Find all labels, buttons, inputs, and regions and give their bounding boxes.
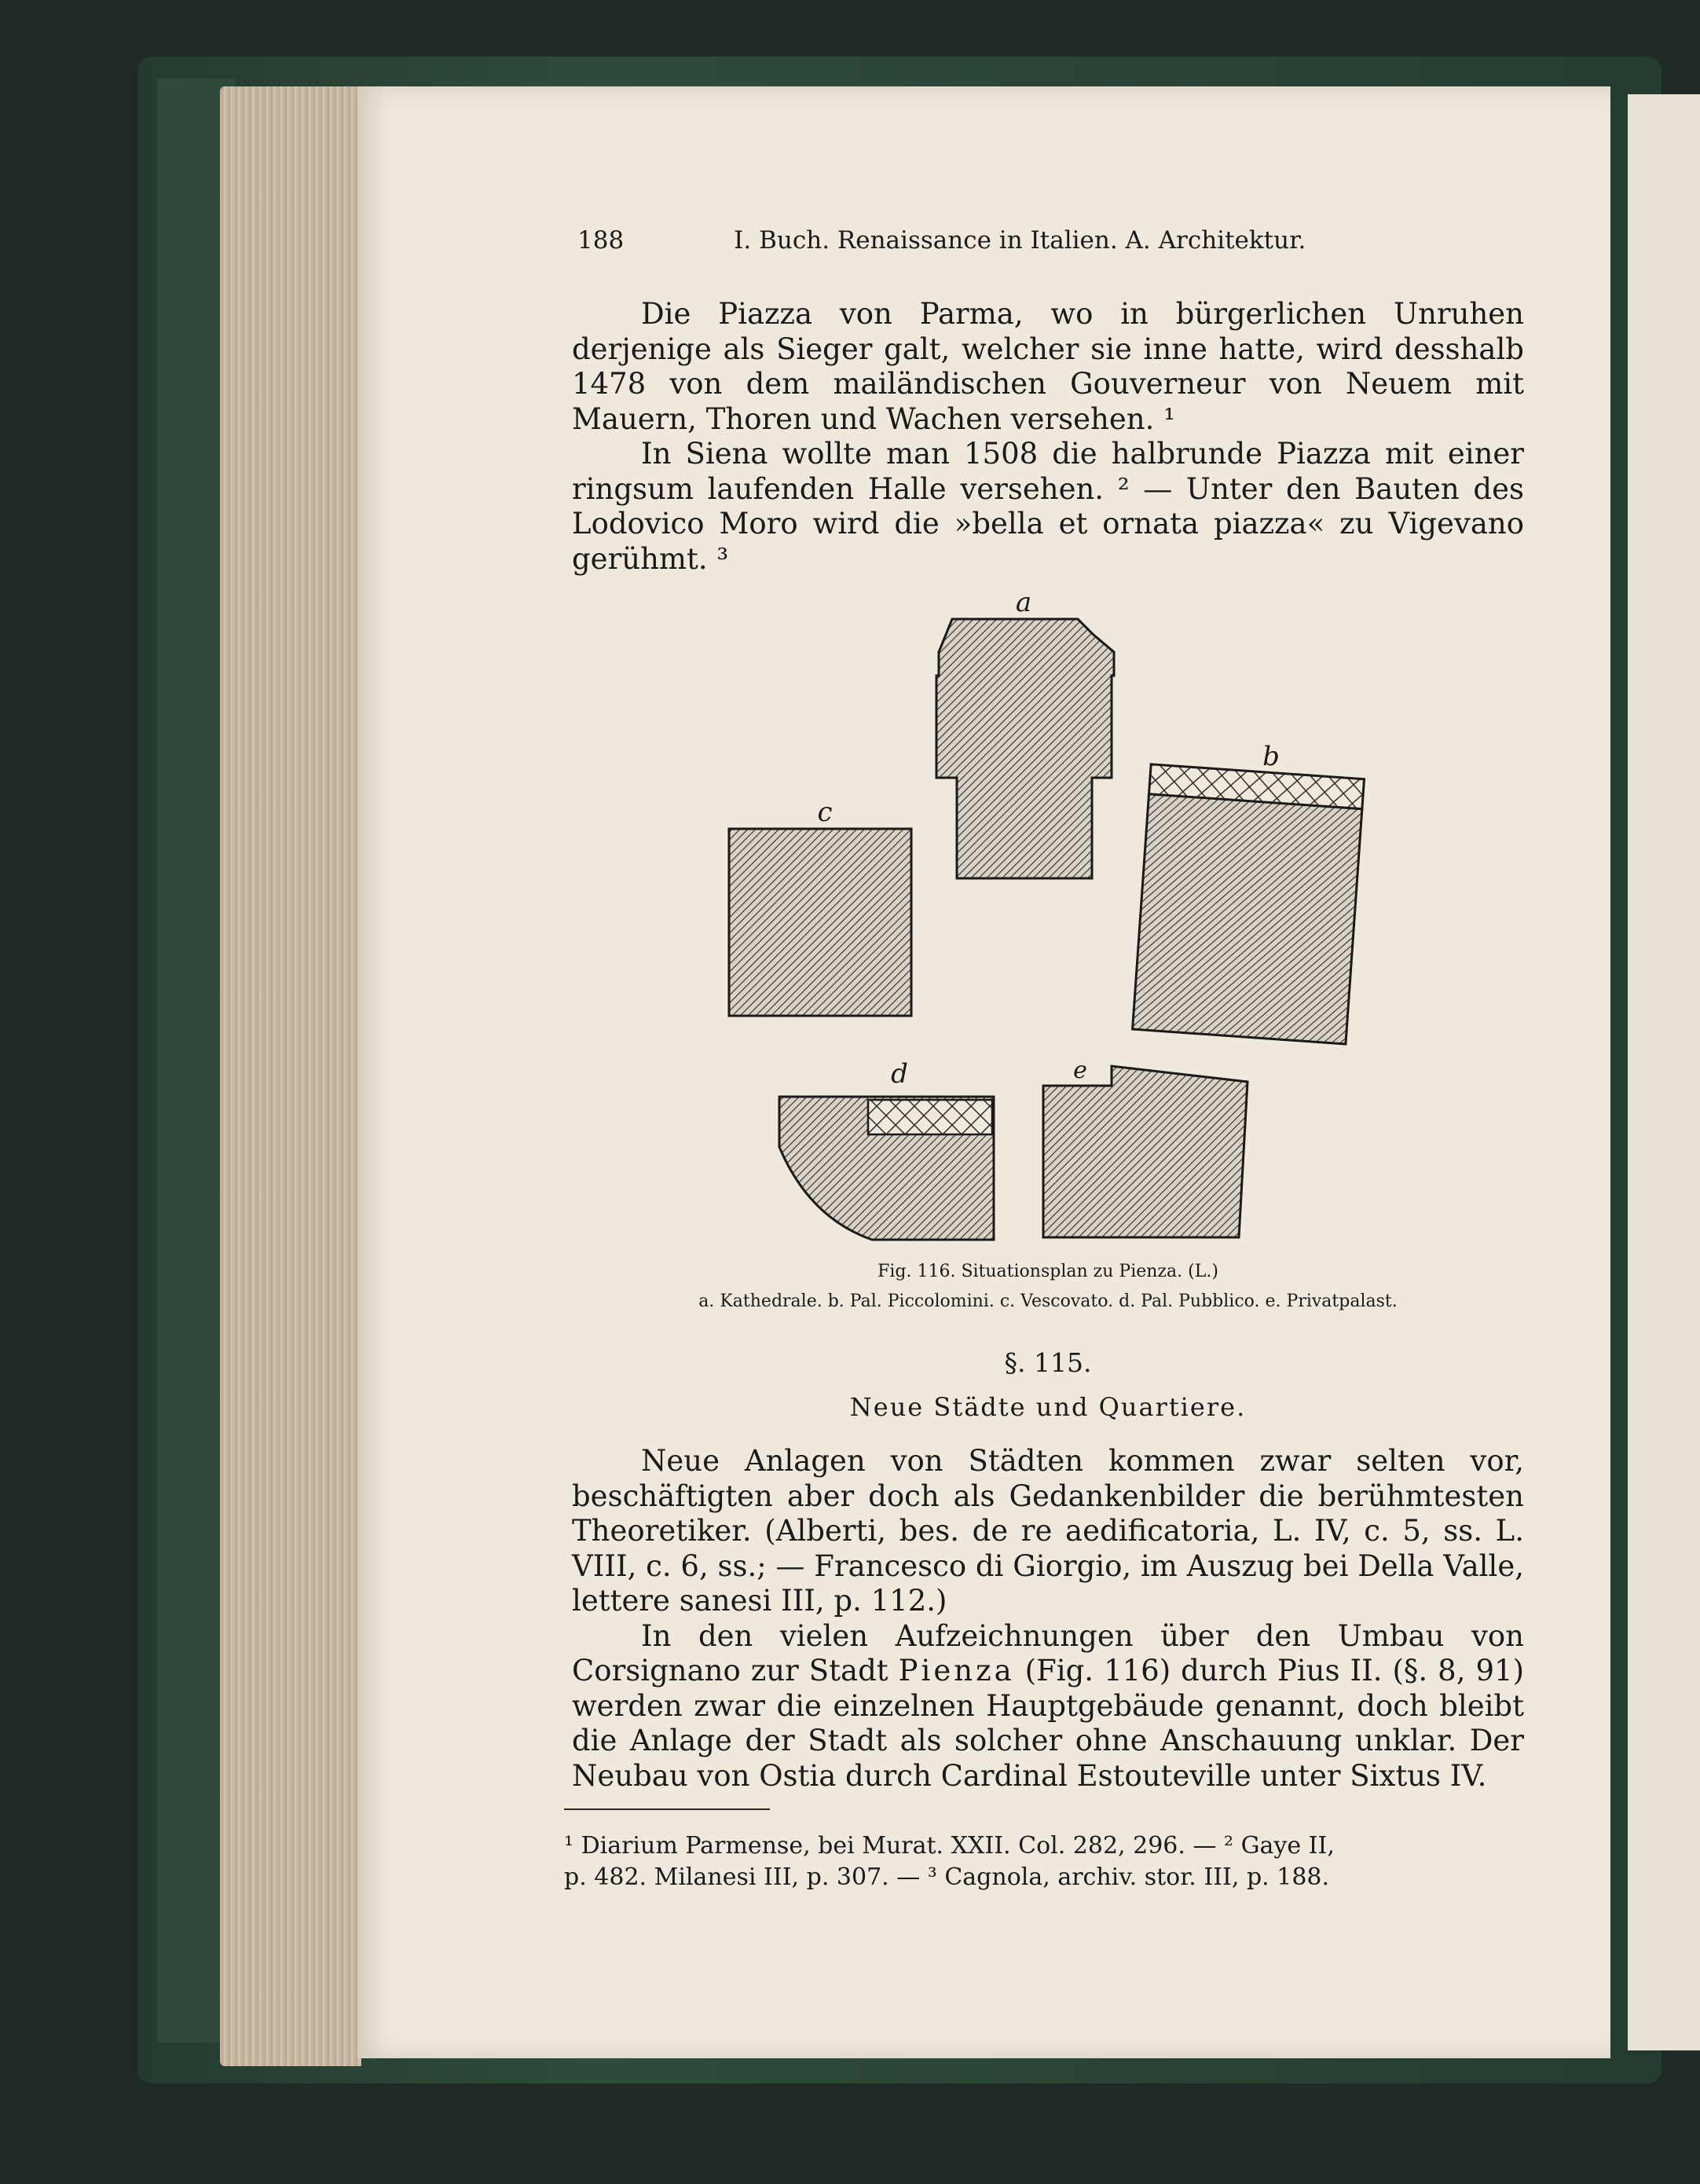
site-plan-figure	[707, 587, 1280, 1257]
footnotes	[564, 1830, 1516, 1893]
paragraph-pienza	[572, 1619, 1524, 1794]
label-d: d	[891, 1058, 908, 1090]
label-b: b	[1262, 741, 1280, 772]
running-title: I. Buch. Renaissance in Italien. A. Architektur.	[734, 226, 1306, 255]
paragraph-siena: In Siena wollte man 1508 die halbrunde Piazza mit einer ringsum laufenden Halle versehen. ² — Unter den Bauten des Lodovico Moro wird die »bella et ornata piazza« zu Vigevano gerühmt. ³	[572, 437, 1524, 576]
page-number: 188	[577, 226, 625, 255]
caption-legend: a. Kathedrale. b. Pal. Piccolomini. c. Vescovato. d. Pal. Pubblico. e. Privatpalast.	[698, 1292, 1398, 1311]
building-a-kathedrale	[936, 619, 1114, 878]
section-number: §. 115.	[1004, 1347, 1092, 1378]
building-e-privatpalast	[1043, 1066, 1248, 1237]
paragraph-parma: Die Piazza von Parma, wo in bürgerlichen Unruhen derjenige als Sieger galt, welcher sie inne hatte, wird desshalb 1478 von dem mailändischen Gouverneur von Neuem mit Mauern, Thoren und Wachen versehen. ¹	[572, 297, 1524, 436]
label-c: c	[817, 797, 833, 828]
label-a: a	[1015, 587, 1032, 618]
building-b-piccolomini	[1133, 764, 1365, 1044]
caption-title: Fig. 116. Situationsplan zu Pienza. (L.)	[877, 1262, 1218, 1281]
figure-caption	[572, 1257, 1524, 1317]
next-page-edge	[1628, 94, 1700, 2050]
footnote-rule	[564, 1808, 770, 1810]
footnote-line-2: p. 482. Milanesi III, p. 307. — ³ Cagnola, archiv. stor. III, p. 188.	[564, 1863, 1330, 1891]
footnote-line-1: ¹ Diarium Parmense, bei Murat. XXII. Col. 282, 296. — ² Gaye II,	[564, 1832, 1335, 1860]
label-e: e	[1073, 1057, 1087, 1084]
pienza-text-after: (Fig. 116) durch Pius II. (§. 8, 91) werden zwar die einzelnen Hauptgebäude genannt, doch bleibt die Anlage der Stadt als solcher ohne Anschauung unklar. Der Neubau von Ostia durch Cardinal Estouteville unter Sixtus IV.	[572, 1654, 1525, 1793]
building-d-pubblico	[779, 1097, 994, 1240]
section-title: Neue Städte und Quartiere.	[849, 1392, 1247, 1422]
page-edges	[220, 86, 361, 2066]
running-header	[577, 226, 1363, 255]
paragraph-neue-anlagen: Neue Anlagen von Städten kommen zwar selten vor, beschäftigten aber doch als Gedankenbilder die berühmtesten Theoretiker. (Alberti, bes. de re aedificatoria, L. IV, c. 5, ss. L. VIII, c. 6, ss.; — Francesco di Giorgio, im Auszug bei Della Valle, lettere sanesi III, p. 112.)	[572, 1444, 1524, 1618]
pienza-name: Pienza	[898, 1654, 1015, 1687]
body-text-bottom	[572, 1444, 1524, 1794]
pienza-text-before: In den vielen Aufzeichnungen über den Umbau von Corsignano zur Stadt	[572, 1618, 1524, 1687]
building-c-vescovato	[729, 829, 911, 1016]
body-text-top	[572, 297, 1524, 577]
